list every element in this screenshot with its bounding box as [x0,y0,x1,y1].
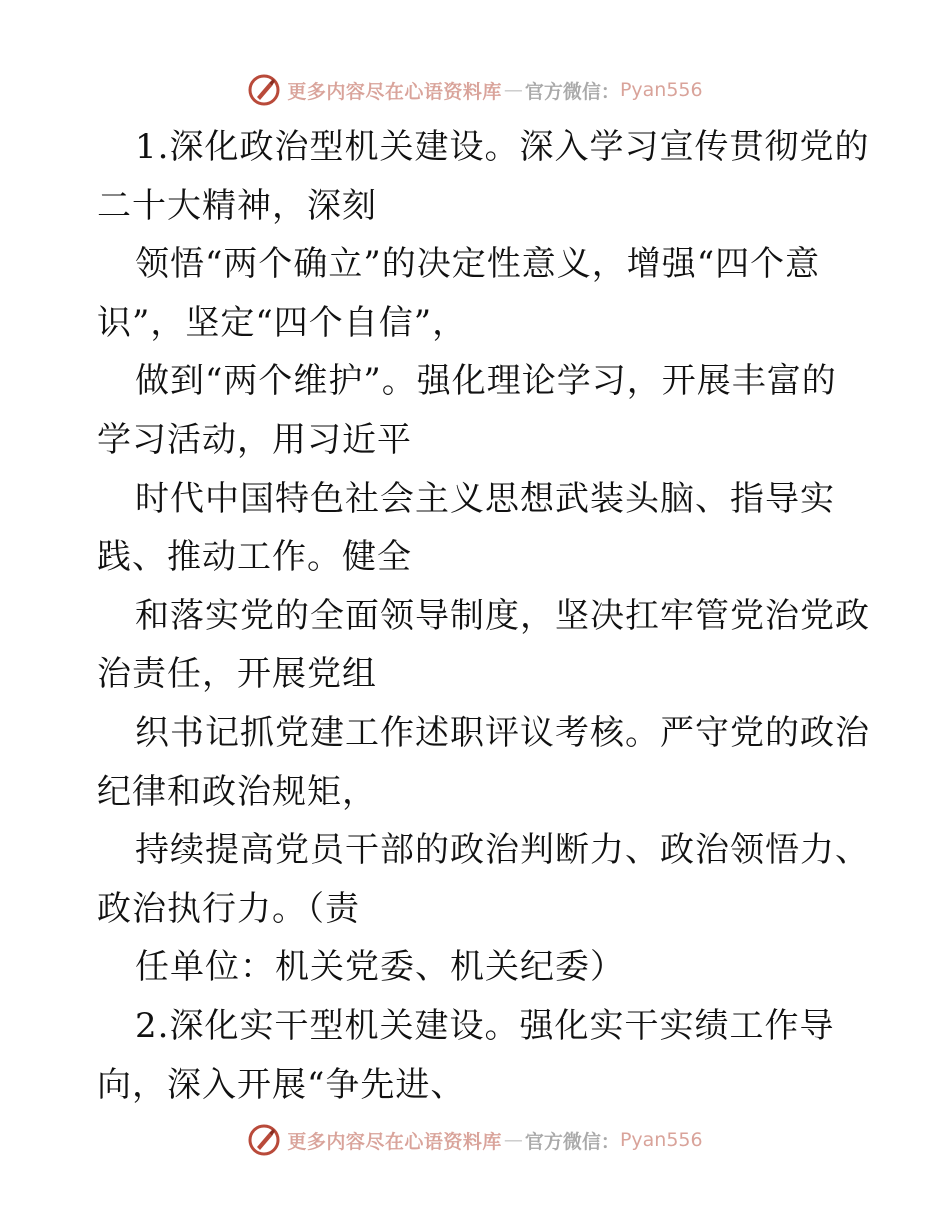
body-line: 政治执行力。（责 [97,888,360,929]
body-line: 践、推动工作。健全 [97,537,412,578]
footer-separator: — [503,1129,523,1151]
body-line: 和落实党的全面领导制度，坚决扛牢管党治党政 [135,595,870,636]
body-line: 领悟“两个确立”的决定性意义，增强“四个意 [135,244,821,285]
footer-wechat-label: 官方微信： [524,1130,620,1153]
footer-brand-bar [0,1120,950,1160]
body-line: 任单位：机关党委、机关纪委） [135,947,625,988]
body-line: 纪律和政治规矩， [97,771,377,812]
body-line: 向，深入开展“争先进、 [97,1064,466,1105]
header-brand-text: 更多内容尽在心语资料库 [287,80,502,103]
header-wechat-id: Pyan556 [619,79,703,101]
header-brand-bar [0,70,950,110]
pen-seal-icon [247,1123,281,1157]
header-separator: — [503,79,523,101]
body-line: 二十大精神，深刻 [97,185,377,226]
body-line: 学习活动，用习近平 [97,419,412,460]
header-wechat-label: 官方微信： [524,80,620,103]
body-line: 1.深化政治型机关建设。深入学习宣传贯彻党的 [135,127,870,167]
footer-wechat-id: Pyan556 [619,1129,703,1151]
body-line: 2.深化实干型机关建设。强化实干实绩工作导 [135,1005,835,1046]
pen-seal-icon [247,73,281,107]
document-body [97,118,870,1114]
footer-brand-text: 更多内容尽在心语资料库 [287,1130,502,1153]
body-line: 持续提高党员干部的政治判断力、政治领悟力、 [135,830,870,871]
body-line: 织书记抓党建工作述职评议考核。严守党的政治 [135,712,870,753]
body-line: 时代中国特色社会主义思想武装头脑、指导实 [135,478,835,519]
body-line: 识”，坚定“四个自信”， [97,302,468,343]
body-line: 治责任，开展党组 [97,654,377,695]
body-line: 做到“两个维护”。强化理论学习，开展丰富的 [135,361,837,402]
